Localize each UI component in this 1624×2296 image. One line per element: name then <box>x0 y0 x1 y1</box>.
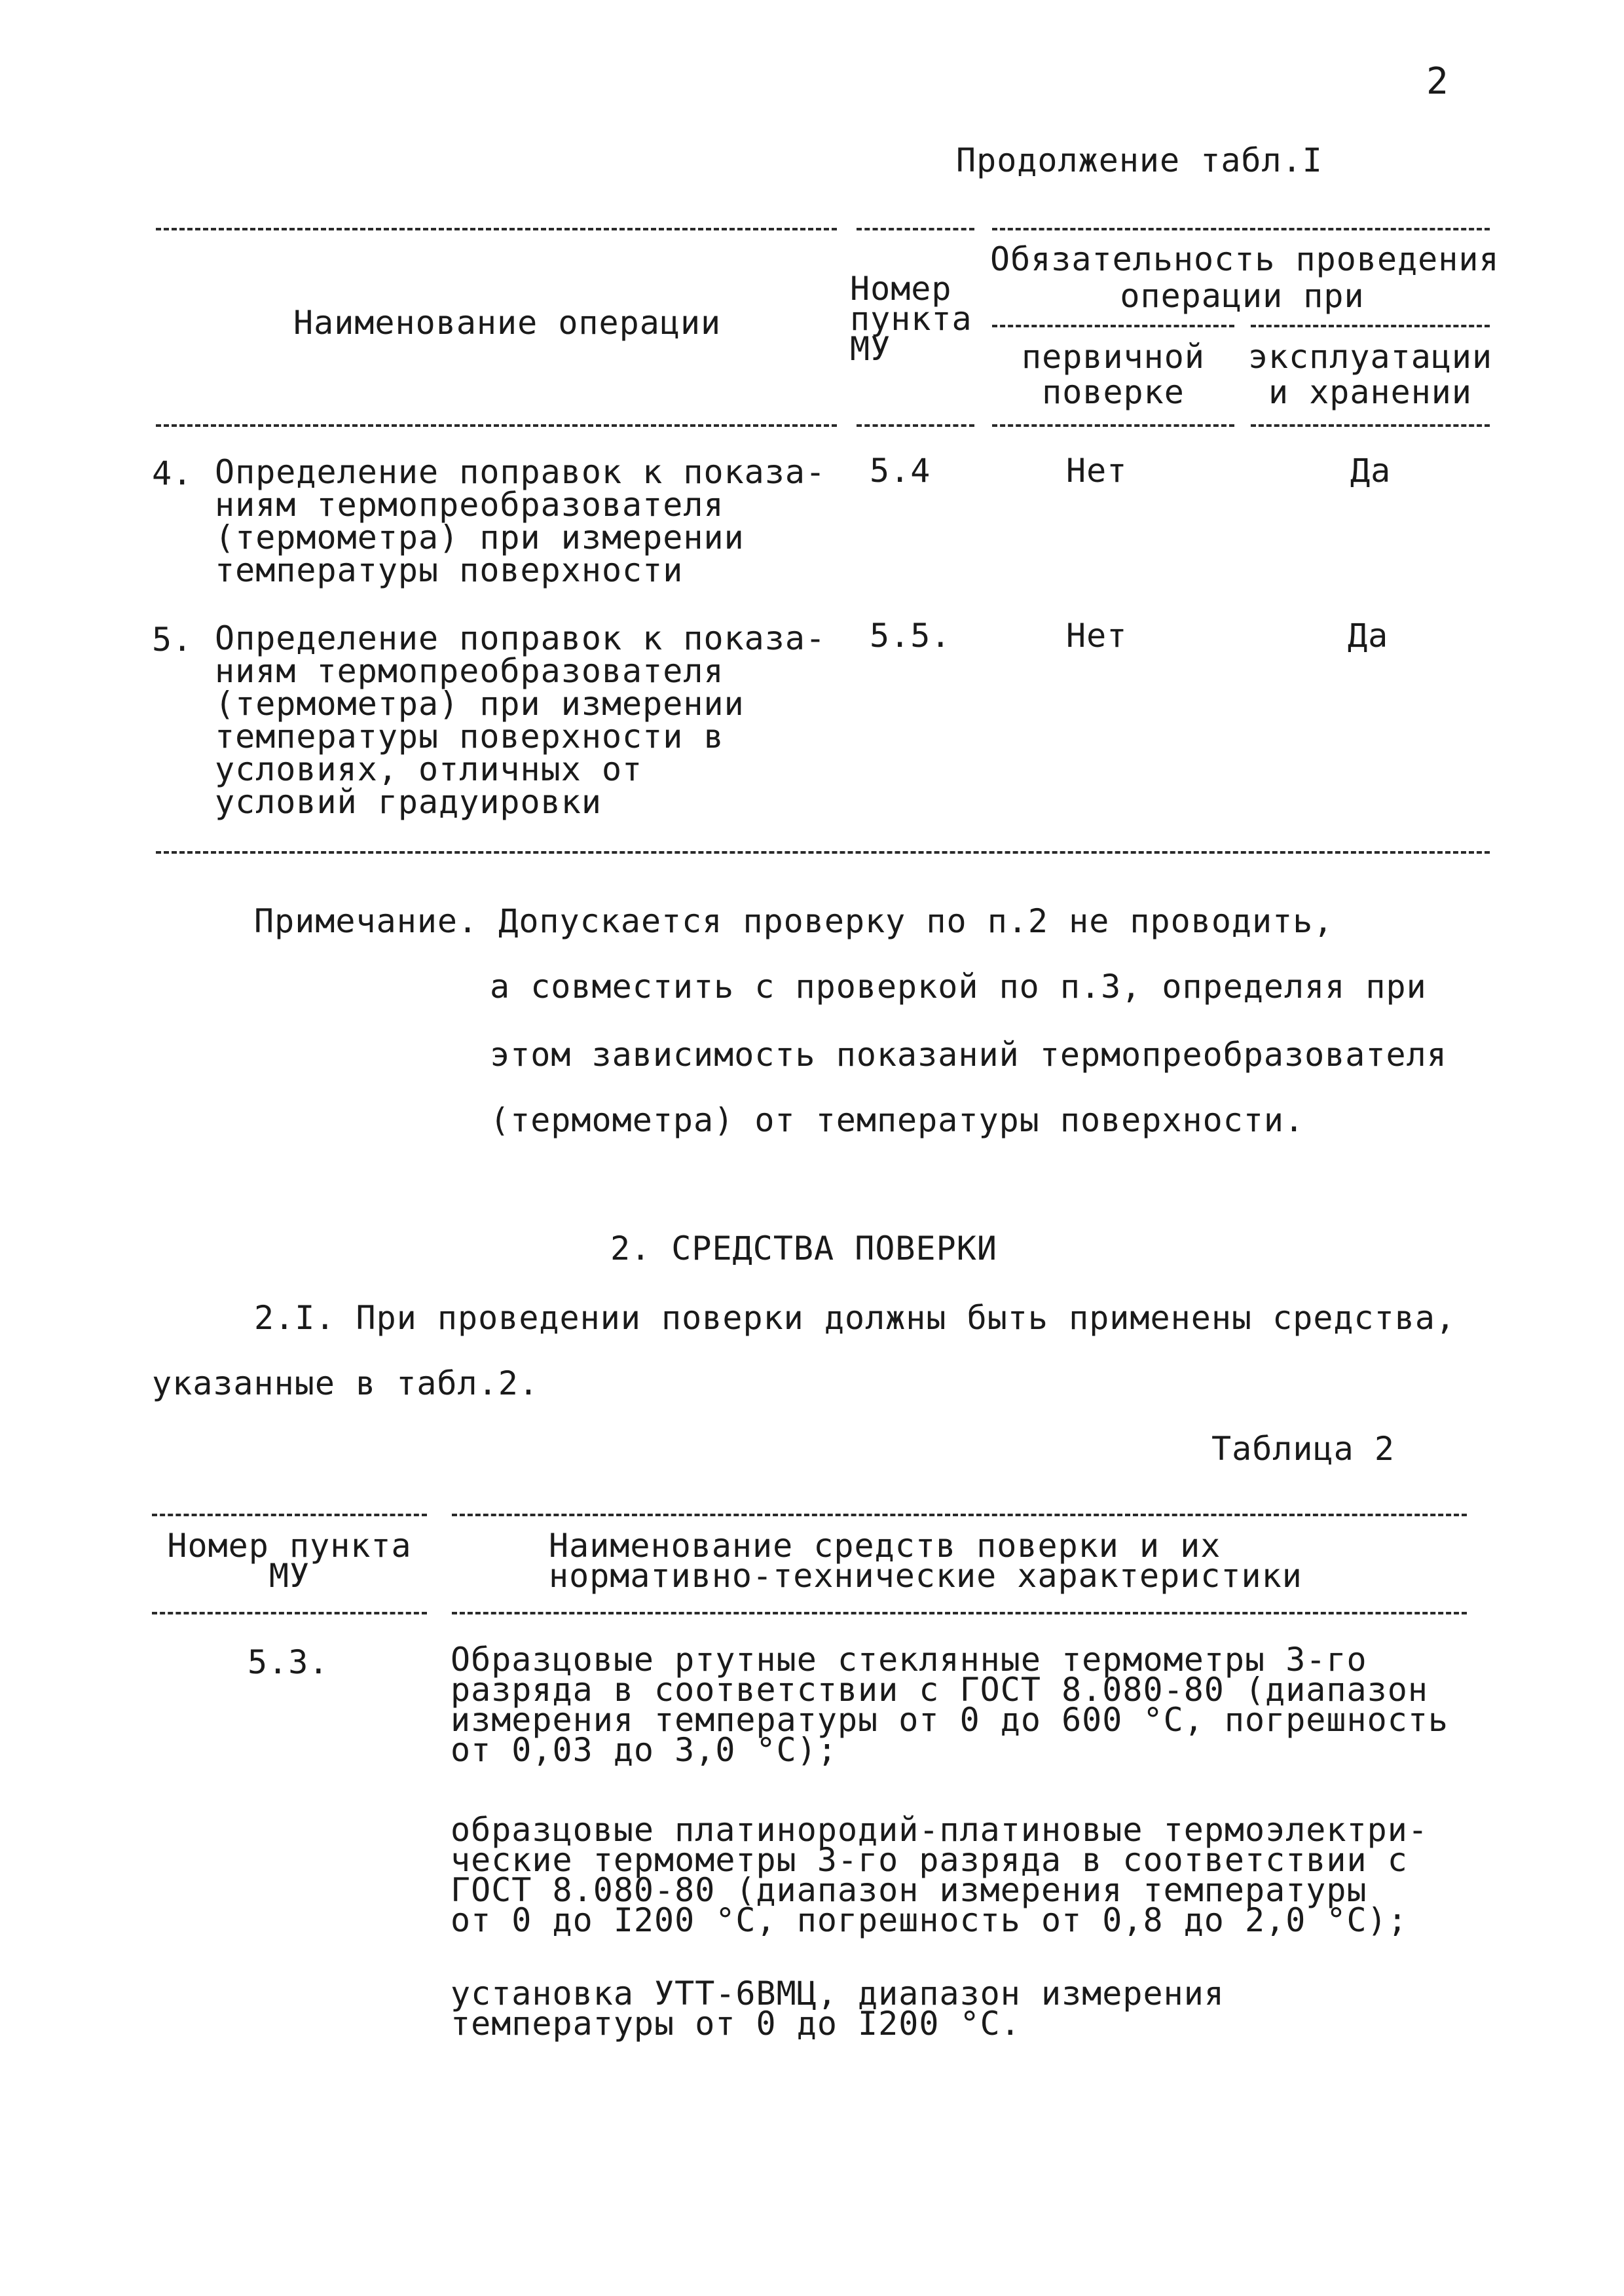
table1-row-operation-name: Определение поправок к показа- ниям термопреобразователя (термометра) при измерении температуры поверхности в условиях, отличных от условий градуировки <box>215 619 826 821</box>
table1-row-number: 4. <box>152 454 193 492</box>
table1-top-rule-item <box>857 228 974 230</box>
section-paragraph-line: указанные в табл.2. <box>152 1364 539 1402</box>
table1-row-primary-value: Нет <box>1066 452 1128 490</box>
table1-row-primary-value: Нет <box>1066 617 1128 655</box>
table1-subheader-rule-operation <box>1251 325 1490 327</box>
note-line: а совместить с проверкой по п.3, определяя при <box>490 968 1427 1006</box>
table2-header-means: Наименование средств поверки и их нормативно-технические характеристики <box>549 1527 1302 1595</box>
note-line: (термометра) от температуры поверхности. <box>490 1101 1305 1139</box>
table2-caption: Таблица 2 <box>1211 1430 1395 1468</box>
table1-bottom-rule <box>156 851 1490 854</box>
table1-header-rule-item <box>857 424 974 427</box>
table1-header-rule-operation <box>1251 424 1490 427</box>
table1-row-item: 5.5. <box>870 617 951 655</box>
table2-top-rule-means <box>452 1514 1467 1516</box>
table2-means-entry: образцовые платинородий-платиновые термоэлектри- ческие термометры 3-го разряда в соответствии с ГОСТ 8.080-80 (диапазон измерения температуры от 0 до I200 °С, погрешность от 0,8 до 2,0 °С); <box>451 1811 1428 1939</box>
table2-header-rule-means <box>452 1612 1467 1614</box>
table1-header-rule-name <box>156 424 837 427</box>
table1-caption: Продолжение табл.I <box>956 141 1323 179</box>
table1-row-item: 5.4 <box>870 452 931 490</box>
section-heading: 2. СРЕДСТВА ПОВЕРКИ <box>610 1230 997 1267</box>
table2-means-entry: установка УТТ-6ВМЦ, диапазон измерения температуры от 0 до I200 °С. <box>451 1975 1225 2043</box>
table1-header-rule-primary <box>992 424 1234 427</box>
table1-row-operation-value: Да <box>1348 617 1389 655</box>
table1-row-number: 5. <box>152 621 193 659</box>
table2-header-rule-item <box>152 1612 427 1614</box>
table2-header-item-number: Номер пункта МУ <box>167 1527 412 1595</box>
section-paragraph-line: 2.I. При проведении поверки должны быть применены средства, <box>254 1299 1456 1337</box>
table2-top-rule-item <box>152 1514 427 1516</box>
table2-means-entry: Образцовые ртутные стеклянные термометры 3-го разряда в соответствии с ГОСТ 8.080-80 (диапазон измерения температуры от 0 до 600 °С, погрешность от 0,03 до 3,0 °С); <box>451 1641 1449 1769</box>
table1-header-primary: первичной поверке <box>1022 338 1205 411</box>
page-number: 2 <box>1426 60 1449 103</box>
table1-row-operation-name: Определение поправок к показа- ниям термопреобразователя (термометра) при измерении температуры поверхности <box>215 453 826 589</box>
table1-top-rule-name <box>156 228 837 230</box>
note-line: Примечание. Допускается проверку по п.2 не проводить, <box>254 902 1334 940</box>
table1-subheader-rule-primary <box>992 325 1234 327</box>
table1-header-item-number: Номер пункта МУ <box>850 270 972 368</box>
table1-header-obligation: Обязательность проведения операции при <box>990 240 1500 315</box>
table1-top-rule-obligation <box>992 228 1490 230</box>
table1-header-operation-name: Наименование операции <box>293 304 722 342</box>
table1-row-operation-value: Да <box>1350 452 1392 490</box>
note-line: этом зависимость показаний термопреобразователя <box>490 1036 1447 1074</box>
table2-row-item: 5.3. <box>248 1643 329 1681</box>
table1-header-operation-storage: эксплуатации и хранении <box>1247 338 1493 411</box>
